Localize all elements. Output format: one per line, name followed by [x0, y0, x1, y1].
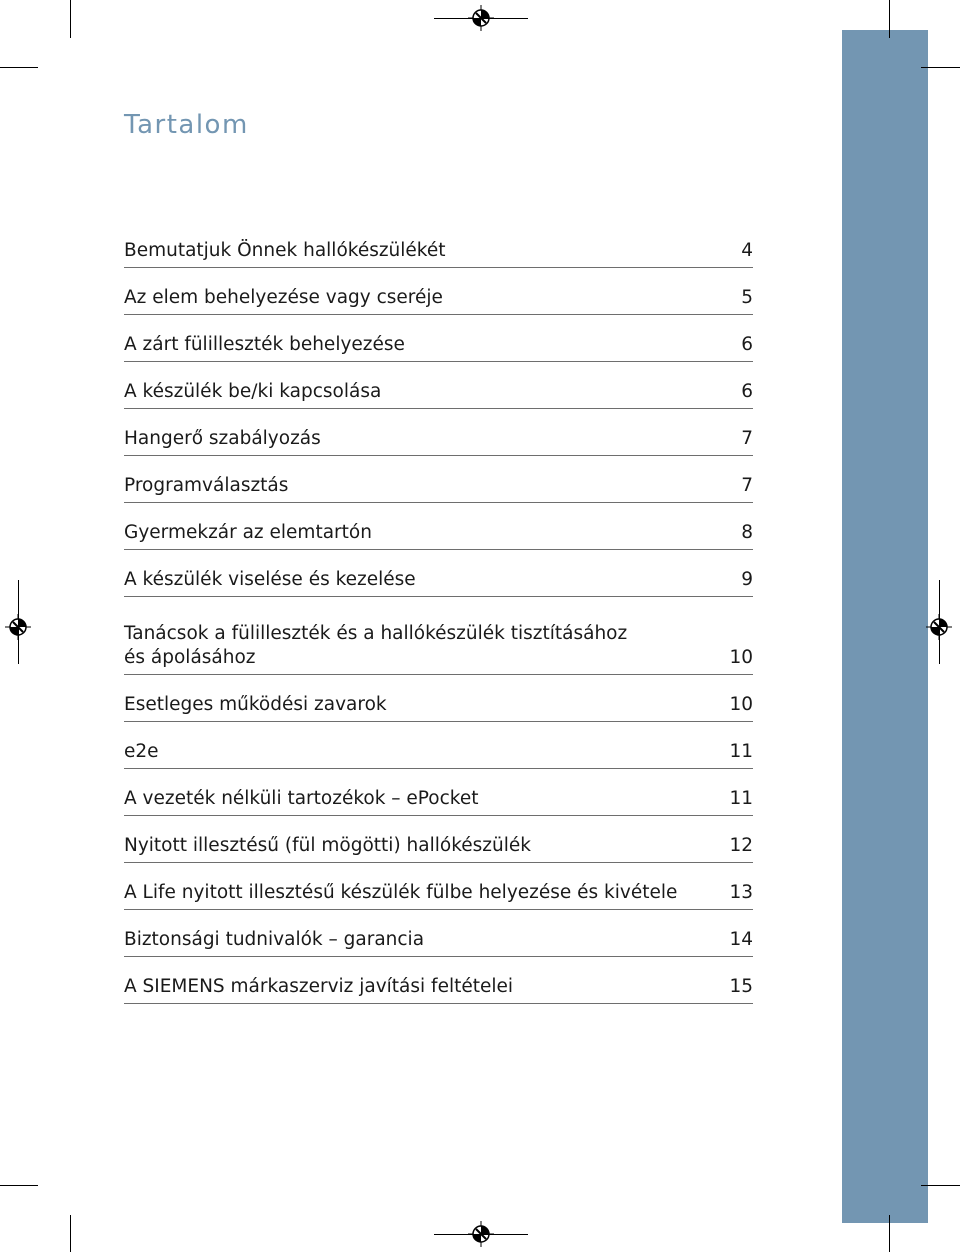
toc-entry[interactable]: [124, 922, 753, 958]
side-color-band: [842, 30, 928, 1223]
toc-entry-title: A készülék viselése és kezelése: [124, 568, 416, 590]
toc-entry-page-number: 10: [729, 694, 753, 715]
toc-entry[interactable]: [124, 781, 753, 817]
toc-entry[interactable]: [124, 969, 753, 1005]
toc-entry-title: Az elem behelyezése vagy cseréje: [124, 286, 443, 308]
toc-entry-title: A SIEMENS márkaszerviz javítási feltételei: [124, 976, 514, 997]
toc-entry[interactable]: [124, 608, 753, 675]
toc-entry-page-number: 8: [741, 521, 753, 543]
toc-entry-page-number: 9: [741, 568, 753, 590]
toc-entry-title: Programválasztás: [124, 474, 289, 496]
toc-entry[interactable]: [124, 828, 753, 864]
crop-mark: [939, 580, 940, 664]
toc-entry-page-number: 11: [729, 788, 753, 809]
toc-entry-page-number: 15: [729, 976, 753, 997]
toc-entry[interactable]: [124, 514, 753, 550]
toc-entry-page-number: 4: [741, 239, 753, 261]
crop-mark: [434, 18, 528, 19]
toc-entry-page-number: 14: [729, 929, 753, 950]
toc-entry-title: A készülék be/ki kapcsolása: [124, 380, 382, 402]
toc-entry[interactable]: [124, 326, 753, 362]
toc-entry[interactable]: [124, 279, 753, 315]
toc-entry-page-number: 7: [741, 474, 753, 496]
crop-mark: [889, 1215, 890, 1252]
toc-entry[interactable]: [124, 420, 753, 456]
toc-entry[interactable]: [124, 561, 753, 597]
crop-mark: [0, 1185, 38, 1186]
toc-entry[interactable]: [124, 373, 753, 409]
toc-entry-page-number: 5: [741, 286, 753, 308]
crop-mark: [434, 1234, 528, 1235]
crop-mark: [889, 0, 890, 38]
toc-entry-page-number: 10: [729, 647, 753, 668]
toc-entry[interactable]: [124, 875, 753, 911]
toc-entry-title: e2e: [124, 741, 159, 762]
toc-entry[interactable]: [124, 467, 753, 503]
toc-entry-title: Tanácsok a fülilleszték és a hallókészülék tisztításához és ápolásához: [124, 623, 628, 668]
toc-entry-title: A vezeték nélküli tartozékok – ePocket: [124, 788, 479, 809]
toc-entry-page-number: 11: [729, 741, 753, 762]
page-title: Tartalom: [124, 110, 249, 140]
table-of-contents: [124, 232, 753, 1016]
toc-entry-title: Bemutatjuk Önnek hallókészülékét: [124, 239, 446, 261]
toc-entry-page-number: 6: [741, 333, 753, 355]
toc-entry-title: Hangerő szabályozás: [124, 427, 321, 449]
toc-entry-title: Biztonsági tudnivalók – garancia: [124, 929, 425, 950]
crop-mark: [70, 0, 71, 38]
toc-entry-page-number: 12: [729, 835, 753, 856]
toc-entry[interactable]: [124, 232, 753, 268]
toc-entry-title: A Life nyitott illesztésű készülék fülbe helyezése és kivétele: [124, 882, 678, 903]
toc-entry-title: Nyitott illesztésű (fül mögötti) hallókészülék: [124, 835, 531, 856]
toc-entry-page-number: 13: [729, 882, 753, 903]
toc-entry-title: A zárt fülilleszték behelyezése: [124, 333, 405, 355]
toc-entry-title: Esetleges működési zavarok: [124, 694, 387, 715]
toc-entry-title: Gyermekzár az elemtartón: [124, 521, 372, 543]
crop-mark: [921, 67, 960, 68]
crop-mark: [18, 580, 19, 664]
crop-mark: [70, 1215, 71, 1252]
crop-mark: [0, 67, 38, 68]
toc-entry-page-number: 7: [741, 427, 753, 449]
toc-entry-page-number: 6: [741, 380, 753, 402]
toc-entry[interactable]: [124, 687, 753, 723]
toc-entry[interactable]: [124, 734, 753, 770]
crop-mark: [921, 1185, 960, 1186]
